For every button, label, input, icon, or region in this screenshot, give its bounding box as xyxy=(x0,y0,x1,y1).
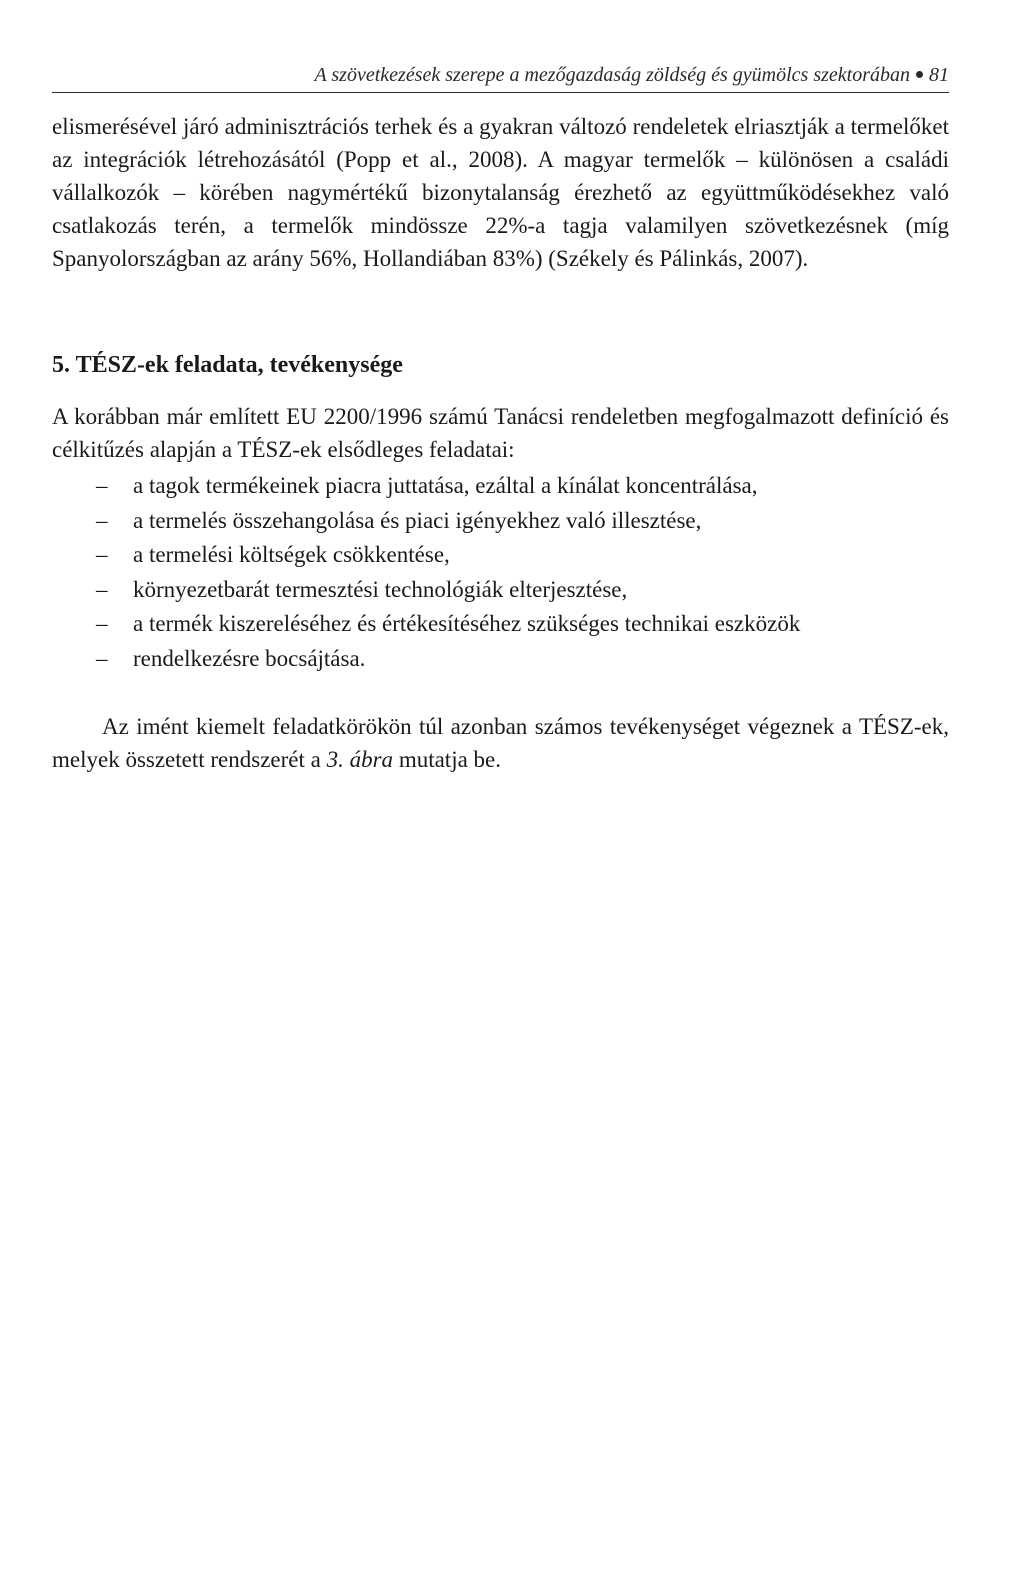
list-item-text: rendelkezésre bocsájtása. xyxy=(133,645,366,671)
dash-bullet: – xyxy=(96,473,108,498)
list-item-text: a tagok termékeinek piacra juttatása, ezáltal a kínálat koncentrálása, xyxy=(133,473,758,498)
paragraph-line: a TÉSZ-ek, melyek összetett rendszerét a xyxy=(52,714,950,772)
page-number: 81 xyxy=(929,64,949,86)
paragraph-line: A magyar termelők – különösen a családi vállalkozók – körében nagymértékű xyxy=(52,147,949,205)
paragraph-line: elriasztják a termelőket az integrációk létrehozásától (Popp et al., 2008). xyxy=(52,114,949,172)
list-item-text: környezetbarát termesztési technológiák elterjesztése, xyxy=(133,576,628,602)
list-item xyxy=(52,573,949,608)
figure-reference: 3. ábra xyxy=(326,747,394,772)
dash-bullet: – xyxy=(96,611,108,637)
paragraph-line: bizonytalanság érezhető az együttműködésekhez való csatlakozás terén, a termelők xyxy=(52,180,950,238)
paragraph-tasks-intro xyxy=(52,400,949,466)
tasks-list xyxy=(52,469,949,677)
list-item-text: a termelési költségek csökkentése, xyxy=(133,542,450,568)
paragraph-line: Az imént kiemelt feladatkörökön túl azonban számos tevékenységet végeznek xyxy=(102,714,835,739)
list-item-text: a termelés összehangolása és piaci igényekhez való illesztése, xyxy=(133,507,702,533)
list-item xyxy=(52,538,949,573)
paragraph-line: elismerésével járó adminisztrációs terhek és a gyakran változó rendeletek xyxy=(52,114,729,139)
paragraph-intro xyxy=(52,110,949,275)
dash-bullet: – xyxy=(96,645,108,671)
bullet-dot-icon xyxy=(916,71,923,78)
list-item-text: a termék kiszereléséhez és értékesítéséhez szükséges technikai eszközök xyxy=(133,611,801,637)
running-header xyxy=(52,62,949,88)
paragraph-line: megfogalmazott definíció és célkitűzés alapján a TÉSZ-ek elsődleges feladatai: xyxy=(52,404,950,462)
section-heading: 5. TÉSZ-ek feladata, tevékenysége xyxy=(52,352,403,378)
paragraph-closing xyxy=(52,710,949,776)
dash-bullet: – xyxy=(96,542,108,568)
paragraph-line: arány 56%, Hollandiában 83%) (Székely és Pálinkás, 2007). xyxy=(252,246,809,271)
paragraph-line-end: mutatja be. xyxy=(393,747,501,772)
list-item xyxy=(52,504,949,539)
running-title: A szövetkezések szerepe a mezőgazdaság zöldség és gyümölcs szektorában xyxy=(314,64,910,86)
list-item xyxy=(52,642,949,677)
list-item xyxy=(52,607,949,642)
list-item xyxy=(52,469,949,504)
dash-bullet: – xyxy=(96,507,108,533)
paragraph-line: mindössze 22%-a tagja valamilyen szövetkezésnek (míg Spanyolországban az xyxy=(52,213,949,271)
dash-bullet: – xyxy=(96,576,108,602)
paragraph-line: A korábban már említett EU 2200/1996 számú Tanácsi rendeletben xyxy=(52,404,679,429)
header-rule xyxy=(52,92,949,93)
